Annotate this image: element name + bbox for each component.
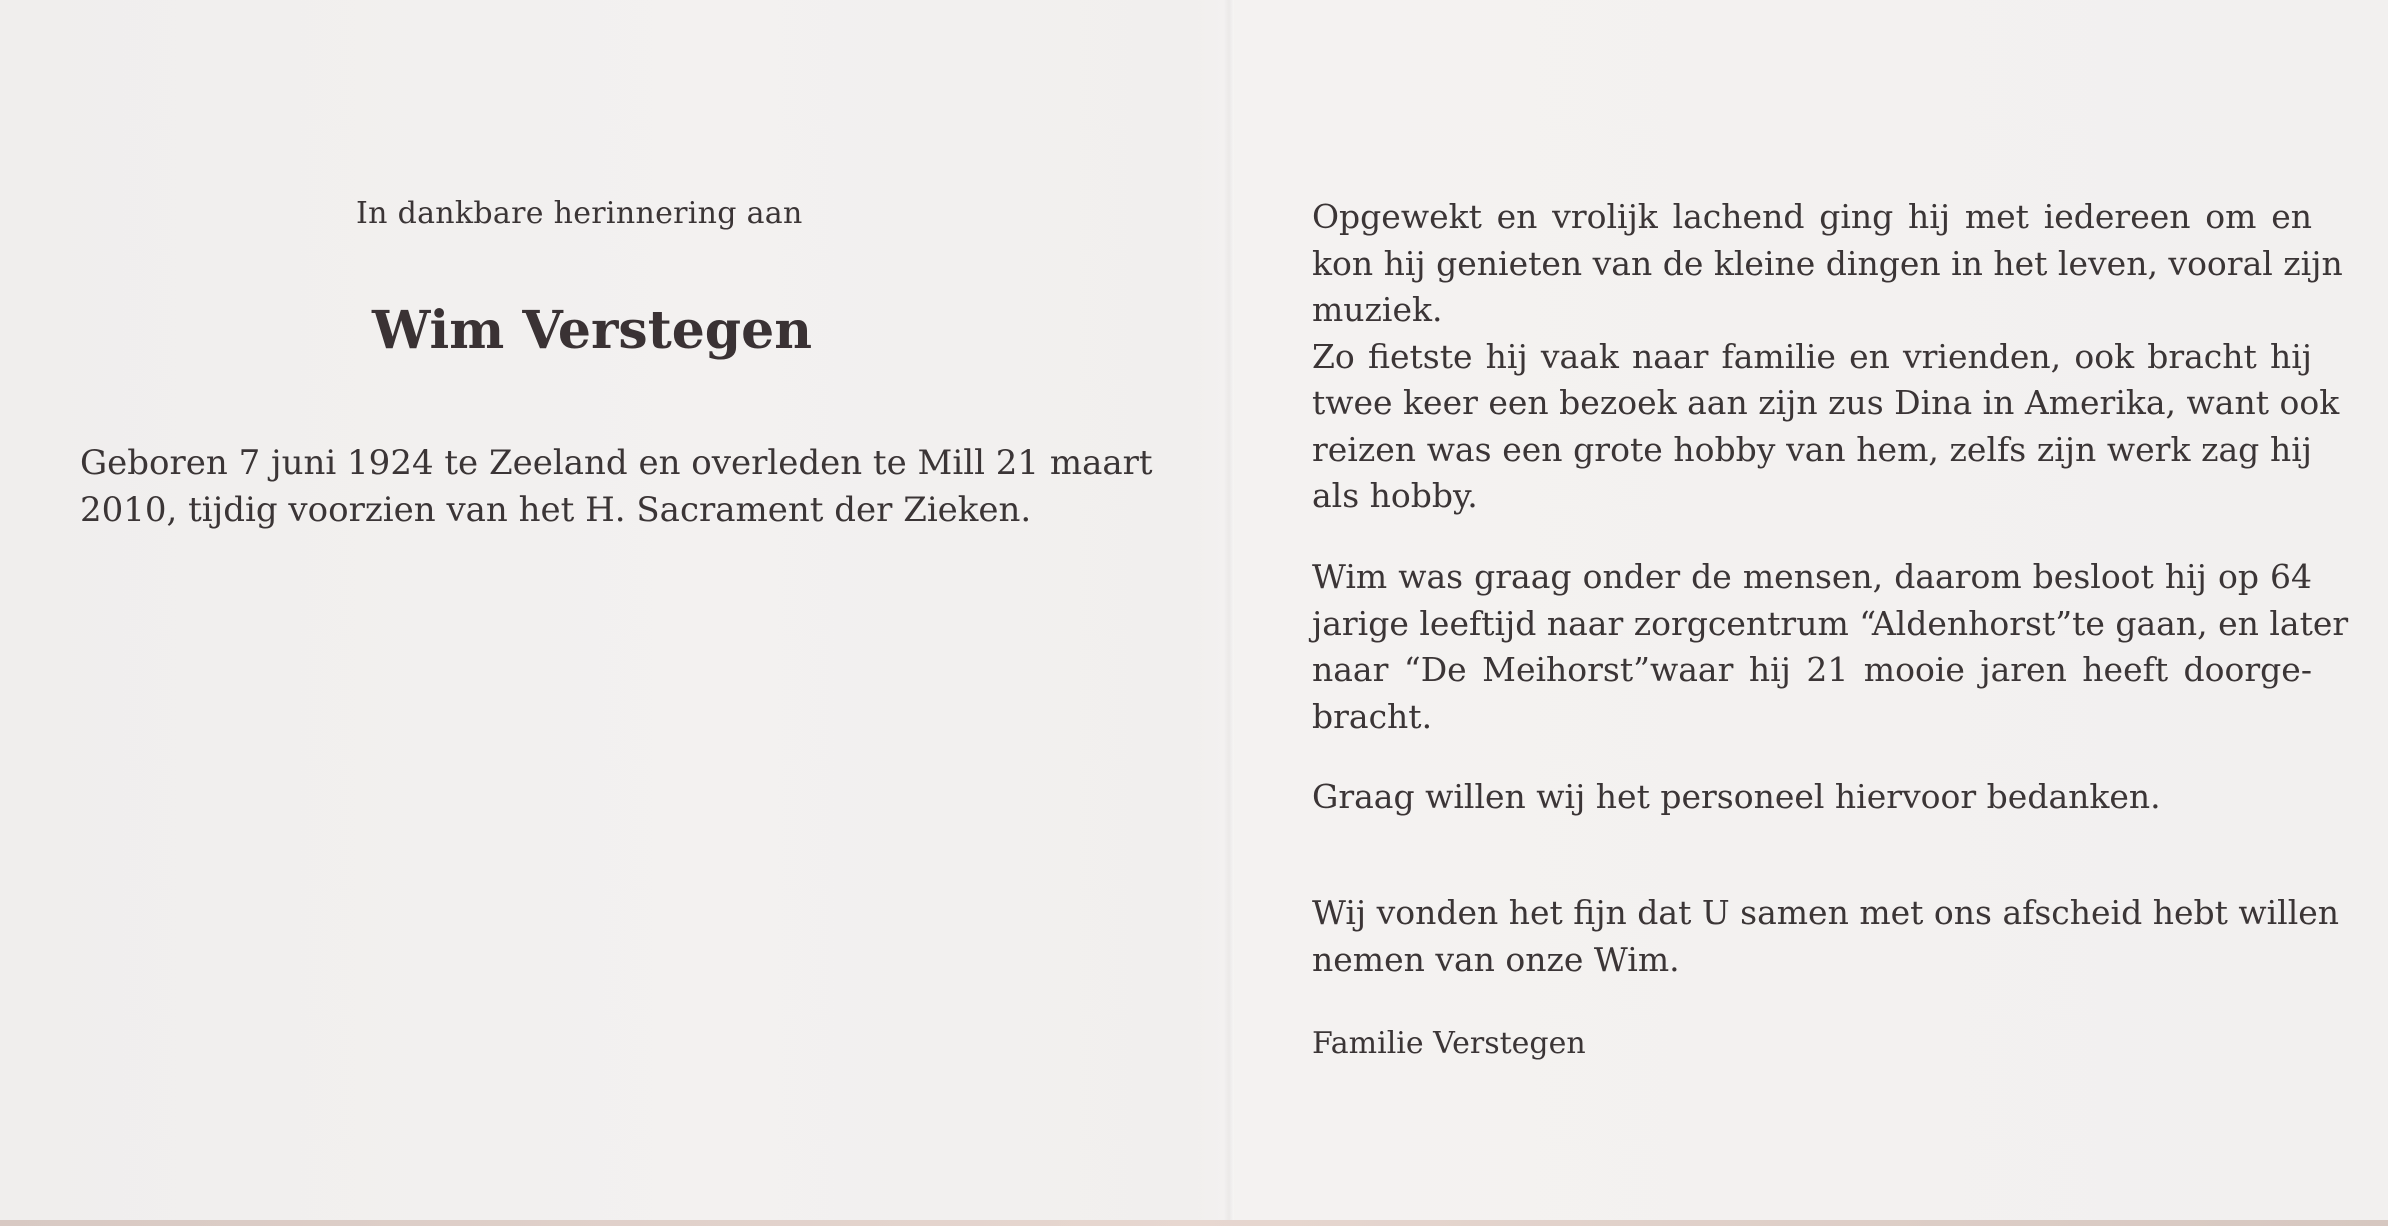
memory-paragraph-1 xyxy=(1312,194,2343,520)
paragraph-line: jarige leeftijd naar zorgcentrum “Aldenhorst”te gaan, en later xyxy=(1312,603,2349,643)
memory-paragraph-2 xyxy=(1312,554,2349,740)
paragraph-line: Opgewekt en vrolijk lachend ging hij met iedereen om en xyxy=(1312,197,2312,236)
paragraph-line: kon hij genieten van de kleine dingen in het leven, vooral zijn xyxy=(1312,243,2343,283)
farewell-paragraph xyxy=(1312,890,2340,983)
paragraph-line: Wim was graag onder de mensen, daarom besloot hij op 64 xyxy=(1312,557,2312,596)
paragraph-line: nemen van onze Wim. xyxy=(1312,939,1680,979)
deceased-name: Wim Verstegen xyxy=(372,300,813,361)
card-fold xyxy=(1224,0,1234,1226)
paragraph-line: Wij vonden het fijn dat U samen met ons afscheid hebt willen xyxy=(1312,893,2340,932)
paragraph-line: Graag willen wij het personeel hiervoor bedanken. xyxy=(1312,777,2161,816)
paragraph-line: bracht. xyxy=(1312,696,1433,736)
paragraph-line: als hobby. xyxy=(1312,476,1478,515)
card-bottom-edge xyxy=(0,1220,2388,1226)
intro-text: In dankbare herinnering aan xyxy=(356,196,803,231)
thanks-paragraph xyxy=(1312,774,2312,821)
paragraph-line: Zo fietste hij vaak naar familie en vrienden, ook bracht hij xyxy=(1312,336,2312,376)
left-page xyxy=(0,0,1160,1226)
paragraph-line: twee keer een bezoek aan zijn zus Dina in Amerika, want ook xyxy=(1312,383,2340,422)
birth-line-1: Geboren 7 juni 1924 te Zeeland en overleden te Mill 21 maart xyxy=(80,443,1153,483)
birth-death-text xyxy=(80,440,1153,534)
family-signature: Familie Verstegen xyxy=(1312,1026,1586,1061)
paragraph-line: naar “De Meihorst”waar hij 21 mooie jaren heeft doorge- xyxy=(1312,650,2312,689)
paragraph-line: reizen was een grote hobby van hem, zelfs zijn werk zag hij xyxy=(1312,429,2312,469)
birth-line-2: 2010, tijdig voorzien van het H. Sacrament der Zieken. xyxy=(80,490,1032,530)
paragraph-line: muziek. xyxy=(1312,290,1443,329)
